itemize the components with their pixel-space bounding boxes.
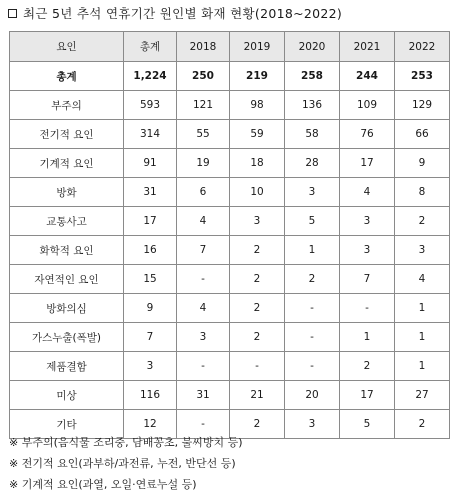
cause-cell: 화학적 요인 bbox=[10, 236, 124, 265]
value-cell: 129 bbox=[395, 91, 450, 120]
table-row bbox=[10, 323, 450, 352]
value-cell: 2 bbox=[340, 352, 395, 381]
value-cell: 66 bbox=[395, 120, 450, 149]
value-cell: 2 bbox=[395, 207, 450, 236]
value-cell: 3 bbox=[177, 323, 230, 352]
value-cell: 109 bbox=[340, 91, 395, 120]
value-cell: 76 bbox=[340, 120, 395, 149]
value-cell: 3 bbox=[285, 410, 340, 439]
value-cell: 1 bbox=[340, 323, 395, 352]
cause-cell: 기계적 요인 bbox=[10, 149, 124, 178]
table-row bbox=[10, 91, 450, 120]
table-row bbox=[10, 207, 450, 236]
value-cell: 1 bbox=[285, 236, 340, 265]
table-row bbox=[10, 178, 450, 207]
value-cell: 7 bbox=[124, 323, 177, 352]
title-row bbox=[8, 2, 342, 24]
header-2022: 2022 bbox=[395, 32, 450, 62]
value-cell: 4 bbox=[340, 178, 395, 207]
value-cell: 4 bbox=[177, 207, 230, 236]
cause-cell: 총계 bbox=[10, 62, 124, 91]
header-total: 총계 bbox=[124, 32, 177, 62]
value-cell: 27 bbox=[395, 381, 450, 410]
value-cell: 2 bbox=[285, 265, 340, 294]
value-cell: 1 bbox=[395, 352, 450, 381]
value-cell: 244 bbox=[340, 62, 395, 91]
value-cell: 253 bbox=[395, 62, 450, 91]
value-cell: 116 bbox=[124, 381, 177, 410]
value-cell: - bbox=[177, 352, 230, 381]
page-title: 최근 5년 추석 연휴기간 원인별 화재 현황(2018~2022) bbox=[23, 6, 343, 21]
value-cell: - bbox=[285, 352, 340, 381]
value-cell: 20 bbox=[285, 381, 340, 410]
value-cell: 3 bbox=[285, 178, 340, 207]
table-row bbox=[10, 265, 450, 294]
header-2021: 2021 bbox=[340, 32, 395, 62]
value-cell: 258 bbox=[285, 62, 340, 91]
value-cell: 1,224 bbox=[124, 62, 177, 91]
cause-cell: 부주의 bbox=[10, 91, 124, 120]
value-cell: 2 bbox=[230, 236, 285, 265]
cause-cell: 제품결함 bbox=[10, 352, 124, 381]
value-cell: 219 bbox=[230, 62, 285, 91]
header-2020: 2020 bbox=[285, 32, 340, 62]
table-row bbox=[10, 294, 450, 323]
value-cell: 5 bbox=[340, 410, 395, 439]
table-row bbox=[10, 381, 450, 410]
value-cell: 15 bbox=[124, 265, 177, 294]
table-row bbox=[10, 120, 450, 149]
table-row bbox=[10, 236, 450, 265]
cause-cell: 교통사고 bbox=[10, 207, 124, 236]
cause-cell: 전기적 요인 bbox=[10, 120, 124, 149]
value-cell: 4 bbox=[395, 265, 450, 294]
value-cell: 2 bbox=[230, 323, 285, 352]
value-cell: 3 bbox=[230, 207, 285, 236]
table-row-total bbox=[10, 62, 450, 91]
footnote-careless: ※ 부주의(음식물 조리중, 담배꽁초, 불씨방치 등) bbox=[9, 436, 243, 449]
cause-cell: 자연적인 요인 bbox=[10, 265, 124, 294]
value-cell: - bbox=[230, 352, 285, 381]
value-cell: 7 bbox=[177, 236, 230, 265]
value-cell: 314 bbox=[124, 120, 177, 149]
value-cell: 58 bbox=[285, 120, 340, 149]
value-cell: - bbox=[177, 410, 230, 439]
cause-cell: 방화 bbox=[10, 178, 124, 207]
cause-cell: 가스누출(폭발) bbox=[10, 323, 124, 352]
value-cell: 17 bbox=[340, 381, 395, 410]
value-cell: 16 bbox=[124, 236, 177, 265]
value-cell: 136 bbox=[285, 91, 340, 120]
table-row bbox=[10, 352, 450, 381]
value-cell: 31 bbox=[177, 381, 230, 410]
value-cell: 3 bbox=[340, 236, 395, 265]
value-cell: 5 bbox=[285, 207, 340, 236]
value-cell: 59 bbox=[230, 120, 285, 149]
value-cell: 19 bbox=[177, 149, 230, 178]
value-cell: 17 bbox=[340, 149, 395, 178]
value-cell: 91 bbox=[124, 149, 177, 178]
value-cell: 121 bbox=[177, 91, 230, 120]
header-cause: 요인 bbox=[10, 32, 124, 62]
value-cell: 9 bbox=[124, 294, 177, 323]
value-cell: 21 bbox=[230, 381, 285, 410]
value-cell: 9 bbox=[395, 149, 450, 178]
value-cell: 3 bbox=[395, 236, 450, 265]
value-cell: 17 bbox=[124, 207, 177, 236]
value-cell: 3 bbox=[340, 207, 395, 236]
value-cell: 55 bbox=[177, 120, 230, 149]
cause-cell: 방화의심 bbox=[10, 294, 124, 323]
value-cell: 593 bbox=[124, 91, 177, 120]
cause-cell: 기타 bbox=[10, 410, 124, 439]
value-cell: - bbox=[177, 265, 230, 294]
square-bullet-icon bbox=[8, 9, 17, 18]
value-cell: 7 bbox=[340, 265, 395, 294]
fire-statistics-table bbox=[9, 31, 450, 439]
value-cell: 3 bbox=[124, 352, 177, 381]
cause-cell: 미상 bbox=[10, 381, 124, 410]
value-cell: 1 bbox=[395, 323, 450, 352]
value-cell: 10 bbox=[230, 178, 285, 207]
value-cell: 4 bbox=[177, 294, 230, 323]
value-cell: 6 bbox=[177, 178, 230, 207]
value-cell: - bbox=[285, 323, 340, 352]
footnotes bbox=[9, 432, 243, 495]
table-row bbox=[10, 149, 450, 178]
value-cell: - bbox=[285, 294, 340, 323]
value-cell: 98 bbox=[230, 91, 285, 120]
value-cell: 250 bbox=[177, 62, 230, 91]
value-cell: 1 bbox=[395, 294, 450, 323]
value-cell: - bbox=[340, 294, 395, 323]
value-cell: 8 bbox=[395, 178, 450, 207]
header-2018: 2018 bbox=[177, 32, 230, 62]
value-cell: 18 bbox=[230, 149, 285, 178]
value-cell: 12 bbox=[124, 410, 177, 439]
value-cell: 2 bbox=[395, 410, 450, 439]
value-cell: 2 bbox=[230, 294, 285, 323]
value-cell: 31 bbox=[124, 178, 177, 207]
value-cell: 28 bbox=[285, 149, 340, 178]
footnote-mechanical: ※ 기계적 요인(과열, 오일·연료누설 등) bbox=[9, 478, 197, 491]
value-cell: 2 bbox=[230, 410, 285, 439]
table-header-row bbox=[10, 32, 450, 62]
footnote-electrical: ※ 전기적 요인(과부하/과전류, 누전, 반단선 등) bbox=[9, 457, 236, 470]
value-cell: 2 bbox=[230, 265, 285, 294]
header-2019: 2019 bbox=[230, 32, 285, 62]
